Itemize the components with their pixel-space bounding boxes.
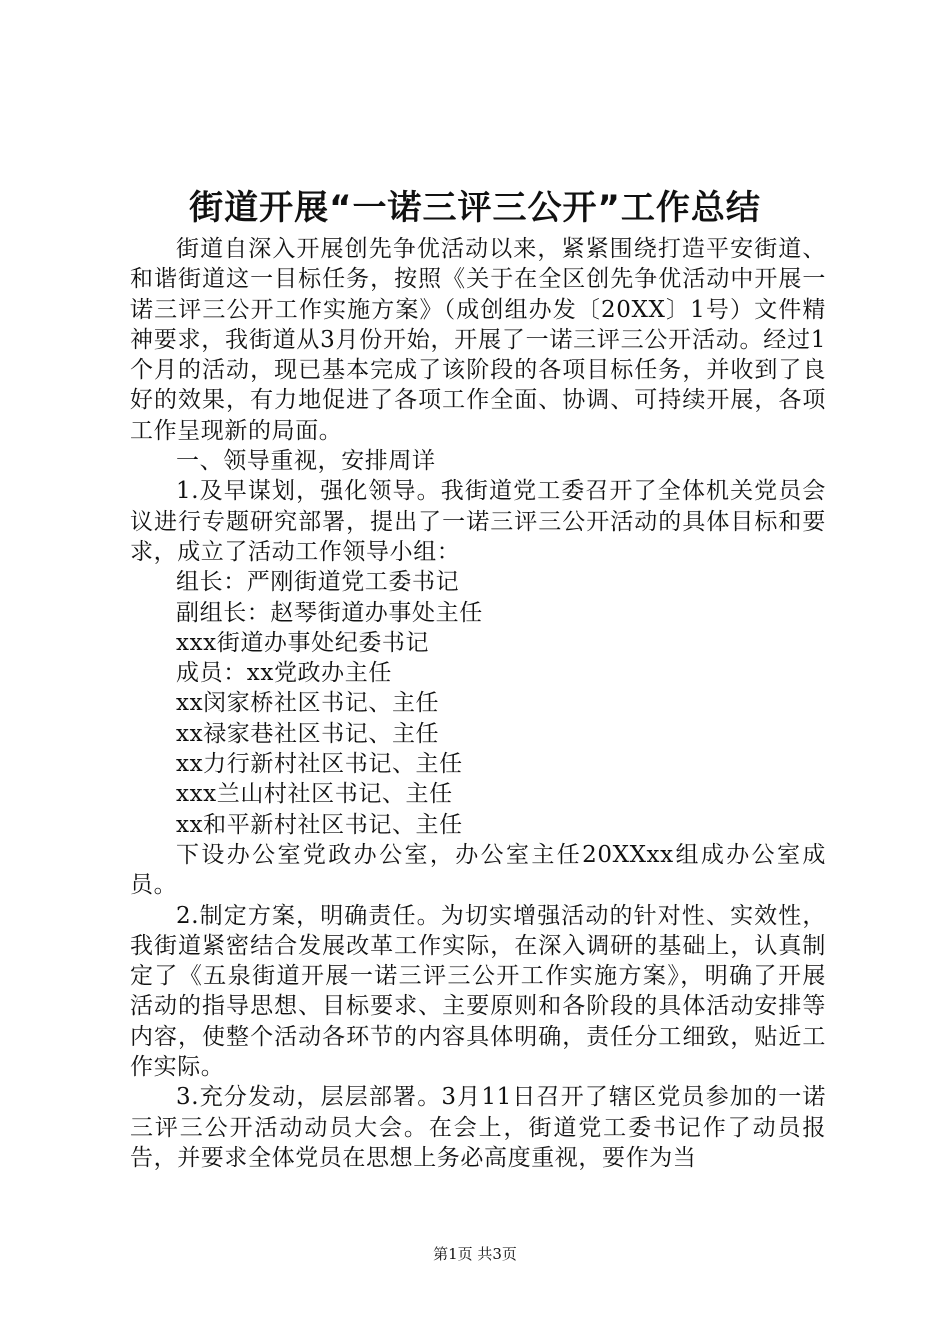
page-footer: 第1页 共3页 bbox=[433, 1245, 517, 1263]
intro-paragraph: 街道自深入开展创先争优活动以来，紧紧围绕打造平安街道、和谐街道这一目标任务，按照《关于在全区创先争优活动中开展一诺三评三公开工作实施方案》（成创组办发〔20XX〕1号）文件精神要求，我街道从3月份开始，开展了一诺三评三公开活动。经过1个月的活动，现已基本完成了该阶段的各项目标任务，并收到了良好的效果，有力地促进了各项工作全面、协调、可持续开展，各项工作呈现新的局面。 bbox=[130, 236, 826, 444]
item-3-paragraph: 3.充分发动，层层部署。3月11日召开了辖区党员参加的一诺三评三公开活动动员大会。在会上，街道党工委书记作了动员报告，并要求全体党员在思想上务必高度重视，要作为当 bbox=[130, 1084, 826, 1171]
deputy-leader-line-2: xxx街道办事处纪委书记 bbox=[176, 629, 430, 656]
deputy-leader-line: 副组长：赵琴街道办事处主任 bbox=[176, 599, 483, 626]
member-line-5: xxx兰山村社区书记、主任 bbox=[176, 781, 453, 808]
member-line-3: xx禄家巷社区书记、主任 bbox=[176, 720, 440, 747]
item-1-paragraph: 1.及早谋划，强化领导。我街道党工委召开了全体机关党员会议进行专题研究部署，提出了一诺三评三公开活动的具体目标和要求，成立了活动工作领导小组： bbox=[130, 478, 826, 565]
document-body bbox=[130, 234, 826, 1173]
document-title: 街道开展“一诺三评三公开”工作总结 bbox=[189, 188, 761, 228]
leader-line: 组长：严刚街道党工委书记 bbox=[176, 569, 460, 596]
member-line-1: 成员：xx党政办主任 bbox=[176, 660, 392, 687]
member-line-2: xx闵家桥社区书记、主任 bbox=[176, 690, 440, 717]
member-line-4: xx力行新村社区书记、主任 bbox=[176, 751, 463, 778]
member-line-6: xx和平新村社区书记、主任 bbox=[176, 811, 463, 838]
section-heading-1: 一、领导重视，安排周详 bbox=[176, 448, 436, 475]
office-paragraph: 下设办公室党政办公室，办公室主任20XXxx组成办公室成员。 bbox=[130, 841, 826, 899]
item-2-paragraph: 2.制定方案，明确责任。为切实增强活动的针对性、实效性，我街道紧密结合发展改革工作实际，在深入调研的基础上，认真制定了《五泉街道开展一诺三评三公开工作实施方案》，明确了开展活动的指导思想、目标要求、主要原则和各阶段的具体活动安排等内容，使整个活动各环节的内容具体明确，责任分工细致，贴近工作实际。 bbox=[130, 902, 826, 1081]
